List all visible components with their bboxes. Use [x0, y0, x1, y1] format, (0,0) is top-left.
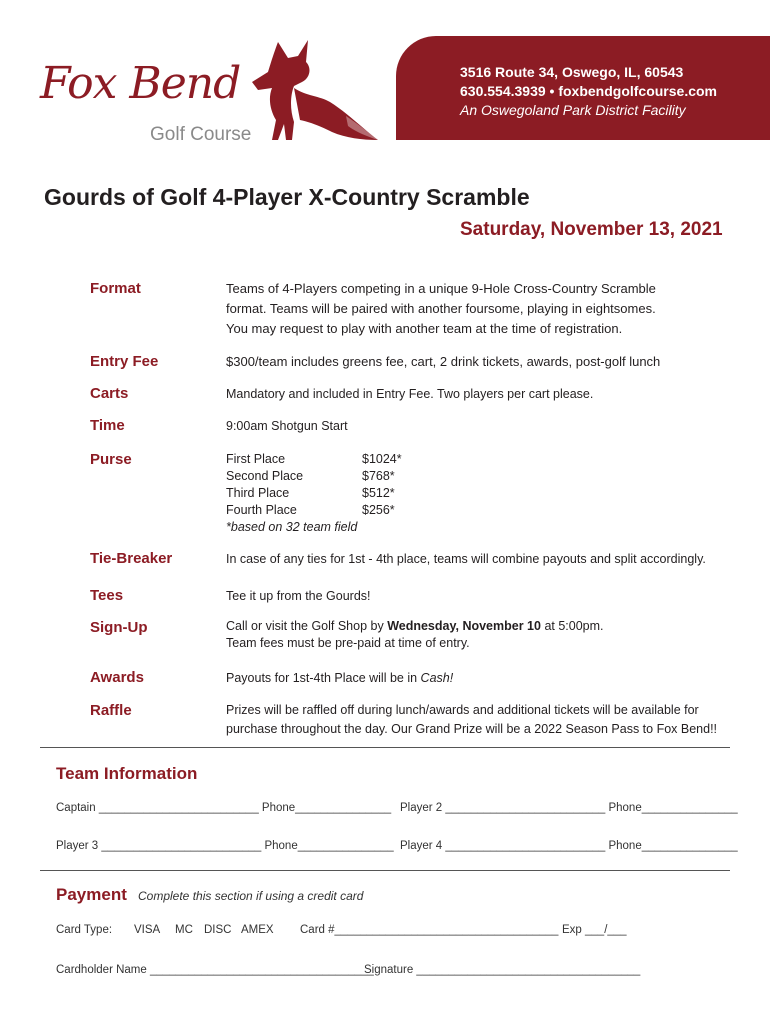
entry-fee-text: $300/team includes greens fee, cart, 2 drink tickets, awards, post-golf lunch — [226, 354, 661, 369]
signup-deadline: Wednesday, November 10 — [387, 619, 541, 633]
event-date: Saturday, November 13, 2021 — [460, 219, 723, 240]
card-type-amex[interactable]: AMEX — [241, 924, 274, 936]
tie-breaker-label: Tie-Breaker — [90, 550, 173, 567]
entry-fee-label: Entry Fee — [90, 353, 159, 370]
player3-field[interactable]: Player 3 _________________________ Phone_______________ — [56, 840, 394, 852]
tees-text: Tee it up from the Gourds! — [226, 589, 371, 603]
signup-label: Sign-Up — [90, 619, 148, 636]
tees-label: Tees — [90, 587, 124, 604]
signup-line-1 — [226, 618, 604, 635]
format-line-2: format. Teams will be paired with another foursome, playing in eightsomes. — [226, 301, 656, 316]
purse-row — [226, 485, 402, 502]
awards-cash: Cash! — [420, 671, 454, 685]
awards-label: Awards — [90, 669, 144, 686]
tagline: An Oswegoland Park District Facility — [460, 102, 686, 118]
purse-amount: $1024* — [362, 452, 402, 466]
tie-breaker-text: In case of any ties for 1st - 4th place, teams will combine payouts and split accordingly. — [226, 552, 706, 566]
cardholder-field[interactable]: Cardholder Name ___________________________________ — [56, 964, 374, 976]
purse-note: *based on 32 team field — [226, 520, 358, 534]
signup-post: at 5:00pm. — [540, 619, 604, 633]
logo-subtitle: Golf Course — [150, 124, 252, 145]
exp-field[interactable]: Exp ___/___ — [562, 924, 627, 936]
card-type-label: Card Type: — [56, 924, 113, 936]
captain-field[interactable]: Captain _________________________ Phone_______________ — [56, 802, 392, 814]
carts-label: Carts — [90, 385, 129, 402]
raffle-line-2: purchase throughout the day. Our Grand Prize will be a 2022 Season Pass to Fox Bend!! — [226, 722, 718, 736]
divider — [40, 870, 730, 871]
divider — [40, 747, 730, 748]
format-label: Format — [90, 280, 141, 297]
format-line-3: You may request to play with another team at the time of registration. — [226, 321, 623, 336]
awards-text — [226, 668, 453, 688]
format-text — [226, 279, 656, 339]
card-type-disc[interactable]: DISC — [204, 924, 232, 936]
contact-line: 630.554.3939 • foxbendgolfcourse.com — [460, 83, 718, 99]
purse-place: Third Place — [226, 486, 290, 500]
player4-field[interactable]: Player 4 _________________________ Phone_______________ — [400, 840, 738, 852]
purse-row — [226, 451, 402, 468]
purse-row — [226, 502, 402, 519]
raffle-text — [226, 701, 717, 739]
event-title: Gourds of Golf 4-Player X-Country Scramble — [44, 184, 530, 210]
logo-text: Fox Bend — [40, 58, 241, 109]
raffle-label: Raffle — [90, 702, 132, 719]
signup-line-2: Team fees must be pre-paid at time of entry. — [226, 636, 470, 650]
purse-place: Fourth Place — [226, 503, 297, 517]
card-type-mc[interactable]: MC — [175, 924, 193, 936]
signup-pre: Call or visit the Golf Shop by — [226, 619, 388, 633]
signature-field[interactable]: Signature ___________________________________ — [364, 964, 641, 976]
purse-place: Second Place — [226, 469, 304, 483]
awards-pre: Payouts for 1st-4th Place will be in — [226, 671, 421, 685]
time-label: Time — [90, 417, 125, 434]
purse-amount: $512* — [362, 486, 395, 500]
card-number-field[interactable]: Card #___________________________________ — [300, 924, 559, 936]
contact-banner — [396, 36, 770, 140]
purse-place: First Place — [226, 452, 286, 466]
time-text: 9:00am Shotgun Start — [226, 419, 348, 433]
carts-text: Mandatory and included in Entry Fee. Two players per cart please. — [226, 387, 594, 401]
purse-amount: $256* — [362, 503, 395, 517]
signup-text — [226, 618, 604, 652]
purse-label: Purse — [90, 451, 132, 468]
format-line-1: Teams of 4-Players competing in a unique 9-Hole Cross-Country Scramble — [226, 281, 656, 296]
purse-table — [226, 451, 402, 536]
purse-amount: $768* — [362, 469, 395, 483]
player2-field[interactable]: Player 2 _________________________ Phone_______________ — [400, 802, 738, 814]
payment-title: Payment — [56, 885, 127, 904]
card-type-visa[interactable]: VISA — [134, 924, 161, 936]
payment-subtitle: Complete this section if using a credit card — [138, 889, 364, 903]
address: 3516 Route 34, Oswego, IL, 60543 — [460, 64, 684, 80]
fox-logo-icon — [250, 36, 380, 146]
raffle-line-1: Prizes will be raffled off during lunch/awards and additional tickets will be available for — [226, 703, 699, 717]
team-info-title: Team Information — [56, 764, 198, 783]
purse-row — [226, 468, 402, 485]
